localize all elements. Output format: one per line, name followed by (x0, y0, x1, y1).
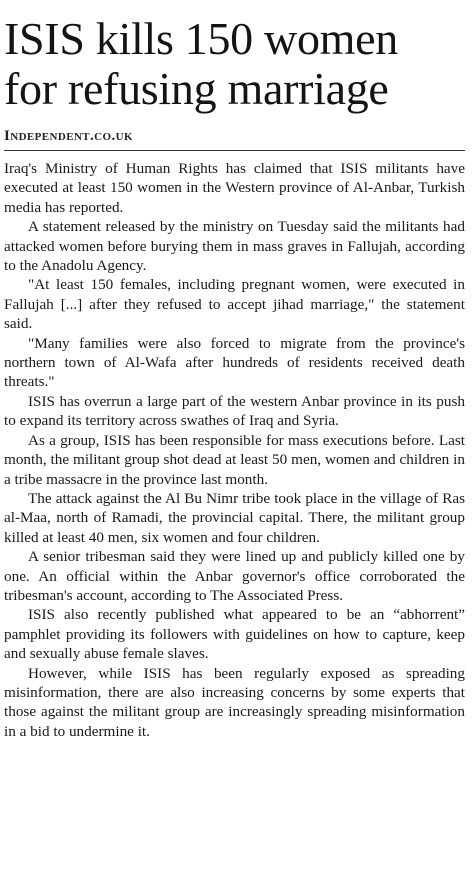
paragraph-3: "At least 150 females, including pregnant women, were executed in Fallujah [...] after they refused to accept jihad marriage," the statement said. (4, 276, 465, 333)
article-body (4, 159, 465, 741)
paragraph-5: ISIS has overrun a large part of the western Anbar province in its push to expand its territory across swathes of Iraq and Syria. (4, 392, 465, 430)
paragraph-1: Iraq's Ministry of Human Rights has claimed that ISIS militants have executed at least 150 women in the Western province of Al-Anbar, Turkish media has reported. (4, 160, 465, 216)
paragraph-8: A senior tribesman said they were lined up and publicly killed one by one. An official within the Anbar governor's office corroborated the tribesman's account, according to The Associated Press. (4, 548, 465, 604)
paragraph-7: The attack against the Al Bu Nimr tribe took place in the village of Ras al-Maa, north of Ramadi, the provincial capital. There, the militant group killed at least 40 men, six women and four children. (4, 489, 465, 546)
paragraph-4: "Many families were also forced to migrate from the province's northern town of Al-Wafa after hundreds of residents received death threats." (4, 334, 465, 391)
paragraph-6: As a group, ISIS has been responsible for mass executions before. Last month, the militant group shot dead at least 50 men, women and children in a tribe massacre in the province last month. (4, 431, 465, 488)
headline (4, 14, 465, 114)
paragraph-10: However, while ISIS has been regularly exposed as spreading misinformation, there are also increasing concerns by some experts that those against the militant group are increasingly spreading misinformation in a bid to undermine it. (4, 664, 465, 740)
source-byline: Independent.co.uk (4, 128, 465, 151)
paragraph-2: A statement released by the ministry on Tuesday said the militants had attacked women before burying them in mass graves in Fallujah, according to the Anadolu Agency. (4, 218, 465, 275)
headline-line-1: ISIS kills 150 women (4, 13, 398, 64)
paragraph-9: ISIS also recently published what appeared to be an “abhorrent” pamphlet providing its followers with guidelines on how to capture, keep and sexually abuse female slaves. (4, 606, 465, 663)
headline-line-2: for refusing marriage (4, 63, 389, 114)
